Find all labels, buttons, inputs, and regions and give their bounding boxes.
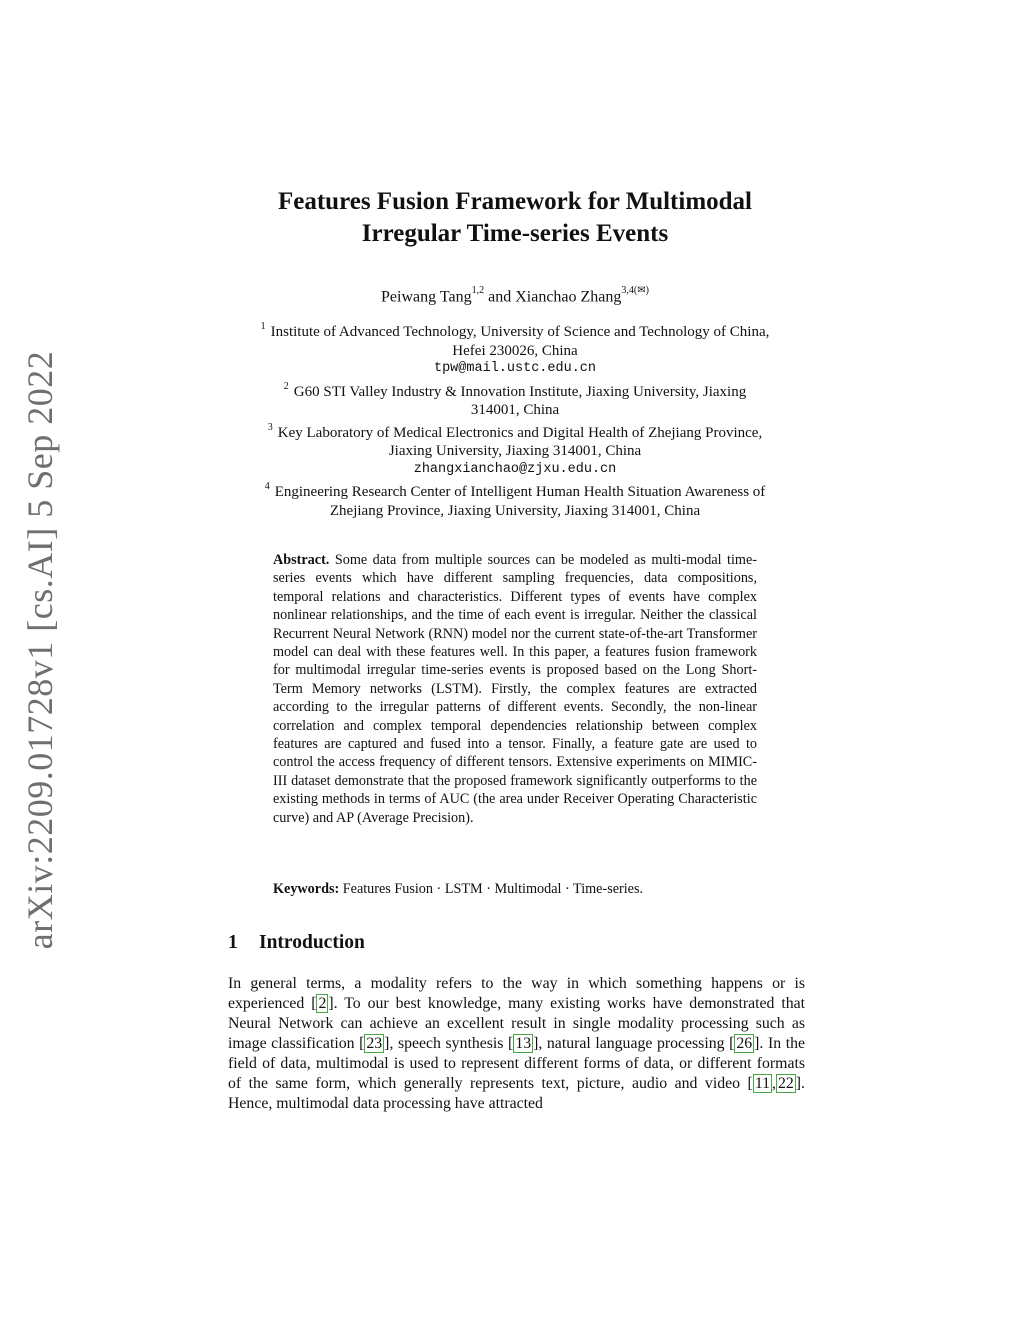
citation-link[interactable]: 2: [318, 995, 327, 1012]
affiliation-line: [200, 420, 830, 443]
affil-text: Engineering Research Center of Intelligent Human Health Situation Awareness of: [274, 484, 766, 500]
abstract-label: Abstract.: [273, 552, 330, 568]
affil-text: G60 STI Valley Industry & Innovation Institute, Jiaxing University, Jiaxing: [293, 383, 747, 400]
keywords-text: Features Fusion · LSTM · Multimodal · Time-series.: [342, 881, 644, 897]
body-text: . In the field of data, multimodal is used to represent different forms of data, or different formats of the same form, which generally represents text, picture, audio and video: [228, 1035, 805, 1092]
section-title: Introduction: [259, 932, 365, 953]
affiliation-line: [200, 379, 830, 402]
keywords: [273, 880, 757, 898]
author-name: Peiwang Tang: [381, 288, 472, 306]
title-line-1: Features Fusion Framework for Multimodal: [277, 188, 753, 215]
citation-link[interactable]: 26: [736, 1035, 753, 1052]
affiliations: [200, 319, 830, 520]
citation-link[interactable]: 23: [366, 1035, 383, 1052]
affiliation-line: [200, 319, 830, 342]
affiliation-line: Zhejiang Province, Jiaxing University, Jiaxing 314001, China: [329, 502, 701, 519]
author-affil-mark: 1,2: [471, 285, 485, 296]
affiliation-line: 314001, China: [470, 402, 560, 418]
body-text: , natural language processing: [538, 1035, 730, 1052]
keywords-label: Keywords:: [273, 881, 340, 897]
paper-title: [200, 186, 830, 250]
affiliation-line: Hefei 230026, China: [452, 342, 578, 359]
affiliation-line: Jiaxing University, Jiaxing 314001, China: [388, 443, 642, 459]
affil-text: Key Laboratory of Medical Electronics and Digital Health of Zhejiang Province,: [277, 424, 763, 441]
citation-link[interactable]: 13: [515, 1035, 532, 1052]
affil-number: 2: [283, 380, 289, 392]
section-number: 1: [228, 932, 238, 953]
arxiv-stamp-text[interactable]: arXiv:2209.01728v1 [cs.AI] 5 Sep 2022: [20, 350, 60, 950]
affil-text: Institute of Advanced Technology, University of Science and Technology of China,: [270, 324, 770, 340]
section-heading: [228, 932, 365, 954]
body-text: , speech synthesis: [389, 1035, 509, 1052]
intro-paragraph: In general terms, a modality refers to the way in which something happens or is experienced [ 2 ]. To our best knowledge, many existing works have demonstrated that Neural Network can achieve an excellent result in single modality processing such as image classification [ 23 ], speech synthesis [ 13 ], natural language processing [ 26 ]. In the field of data, multimodal is used to represent different forms of data, or different formats of the same form, which generally represents text, picture, audio and video [ 11 , 22 ]. Hence, multimodal data processing have attracted: [228, 975, 806, 1112]
citation-link[interactable]: 22: [777, 1075, 794, 1092]
affil-number: 3: [267, 421, 273, 433]
abstract-text: Some data from multiple sources can be modeled as multi-modal time-series events which have different sampling frequencies, data compositions, temporal relations and characteristics. Different types of events have complex nonlinear relationships, and the time of each event is irregular. Neither the classical Recurrent Neural Network (RNN) model nor the current state-of-the-art Transformer model can deal with these features well. In this paper, a features fusion framework for multimodal irregular time-series events is proposed based on the Long Short-Term Memory networks (LSTM). Firstly, the complex features are extracted according to the irregular patterns of different events. Secondly, the non-linear correlation and complex temporal dependencies relationship between complex features are captured and fused into a tensor. Finally, a feature gate are used to control the access frequency of different tensors. Extensive experiments on MIMIC-III dataset demonstrate that the proposed framework significantly outperforms to the existing methods in terms of AUC (the area under Receiver Operating Characteristic curve) and AP (Average Precision).: [273, 552, 757, 826]
author-affil-mark: 3,4(✉): [621, 285, 649, 296]
author-conjunction: and: [484, 288, 516, 306]
body-text: . Hence, multimodal data processing have attracted: [228, 1075, 805, 1112]
affil-number: 1: [260, 321, 266, 332]
citation-link[interactable]: 11: [754, 1075, 771, 1092]
author-email[interactable]: tpw@mail.ustc.edu.cn: [433, 361, 597, 376]
body-text: . To our best knowledge, many existing works have demonstrated that Neural Network can achieve an excellent result in single modality processing such as image classification: [228, 995, 806, 1052]
abstract: [273, 551, 757, 827]
body-text: In general terms, a modality refers to the way in which something happens or is experienced: [228, 975, 805, 1012]
title-line-2: Irregular Time-series Events: [361, 220, 669, 247]
author-name: Xianchao Zhang: [515, 288, 622, 306]
author-list: [200, 283, 830, 307]
affiliation-line: [200, 479, 830, 502]
author-email[interactable]: zhangxianchao@zjxu.edu.cn: [413, 461, 617, 477]
affil-number: 4: [264, 481, 270, 492]
